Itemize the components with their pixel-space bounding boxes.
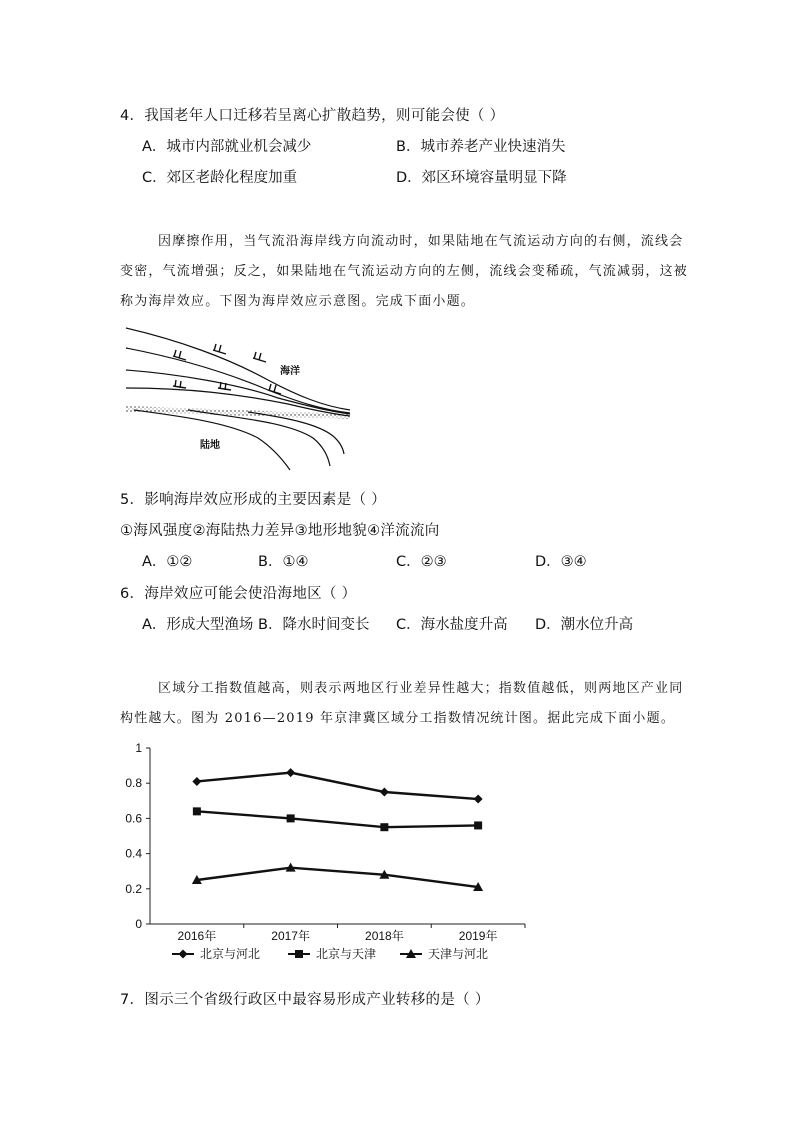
q7-stem: 7．图示三个省级行政区中最容易形成产业转移的是（ ） — [120, 992, 490, 1008]
y-tick-label: 0.2 — [125, 881, 142, 896]
passage1-line-2: 变密，气流增强；反之，如果陆地在气流运动方向的左侧，流线会变稀疏，气流减弱，这被 — [120, 264, 689, 279]
legend-label: 北京与河北 — [200, 947, 261, 961]
streamline — [126, 348, 350, 413]
q6-option-c: C．海水盐度升高 — [396, 617, 508, 633]
passage2-line-1: 区域分工指数值越高，则表示两地区行业差异性越大；指数值越低，则两地区产业同 — [158, 681, 684, 696]
legend-label: 北京与天津 — [316, 947, 377, 961]
q4-option-b: B．城市养老产业快速消失 — [396, 139, 566, 155]
legend-marker — [295, 950, 303, 958]
series-line — [197, 811, 478, 827]
q4-option-c: C．郊区老龄化程度加重 — [142, 170, 298, 186]
q5-option-b: B．①④ — [258, 554, 309, 570]
q6-option-b: B．降水时间变长 — [258, 617, 370, 633]
division-index-chart — [110, 738, 540, 968]
q4-option-a: A．城市内部就业机会减少 — [142, 139, 312, 155]
passage1-line-3: 称为海岸效应。下图为海岸效应示意图。完成下面小题。 — [120, 294, 476, 309]
q5-stem: 5．影响海岸效应形成的主要因素是（ ） — [120, 492, 387, 508]
y-tick-label: 1 — [135, 741, 142, 755]
q4-stem: 4．我国老年人口迁移若呈离心扩散趋势，则可能会使（ ） — [120, 108, 505, 124]
data-point — [380, 823, 388, 831]
x-tick-label: 2016年 — [177, 929, 217, 943]
sea-label: 海洋 — [280, 366, 300, 377]
land-label: 陆地 — [200, 440, 220, 451]
q5-option-c: C．②③ — [396, 554, 447, 570]
wind-barbs — [173, 344, 281, 394]
series-line — [197, 773, 478, 799]
q5-option-d: D．③④ — [535, 554, 587, 570]
streamline — [126, 328, 350, 410]
series-line — [197, 868, 478, 887]
legend-marker — [179, 950, 188, 959]
data-point — [287, 814, 295, 822]
legend-label: 天津与河北 — [428, 947, 489, 961]
q6-option-d: D．潮水位升高 — [535, 617, 634, 633]
y-tick-label: 0.4 — [125, 846, 142, 861]
data-point — [474, 795, 483, 804]
q6-stem: 6．海岸效应可能会使沿海地区（ ） — [120, 586, 357, 602]
y-tick-label: 0.6 — [125, 811, 142, 826]
y-tick-label: 0.8 — [125, 776, 142, 791]
passage2-line-2: 构性越大。图为 2016—2019 年京津冀区域分工指数情况统计图。据此完成下面小题。 — [120, 711, 676, 726]
data-point — [286, 768, 295, 777]
q6-option-a: A．形成大型渔场 — [142, 617, 254, 633]
q4-option-d: D．郊区环境容量明显下降 — [396, 170, 567, 186]
q5-choices: ①海风强度②海陆热力差异③地形地貌④洋流流向 — [120, 523, 440, 539]
y-tick-label: 0 — [135, 917, 142, 931]
q5-option-a: A．①② — [142, 554, 193, 570]
x-tick-label: 2018年 — [365, 929, 404, 943]
data-point — [474, 821, 482, 829]
x-tick-label: 2017年 — [271, 929, 310, 943]
passage1-line-1: 因摩擦作用，当气流沿海岸线方向流动时，如果陆地在气流运动方向的右侧，流线会 — [158, 234, 684, 249]
data-point — [192, 777, 201, 786]
data-point — [193, 807, 201, 815]
coastal-effect-diagram — [118, 318, 358, 478]
data-point — [380, 788, 389, 797]
x-tick-label: 2019年 — [458, 929, 498, 943]
